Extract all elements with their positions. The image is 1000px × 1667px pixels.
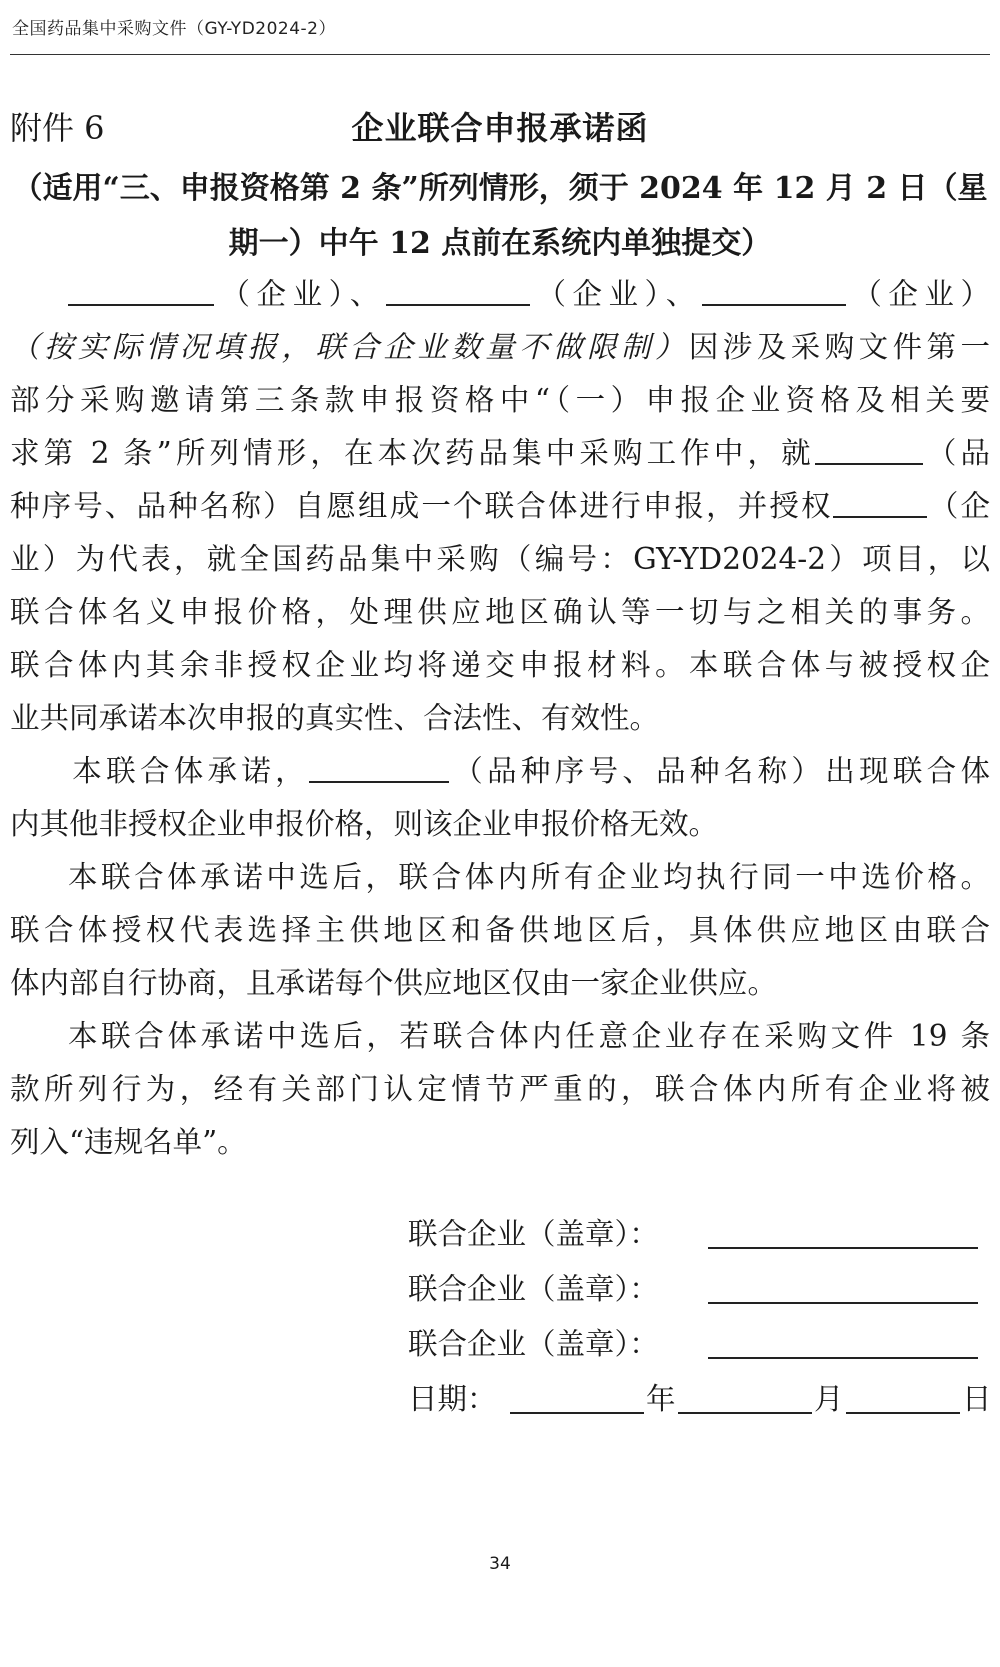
paragraph-1-line-4-suffix: （品 [922,436,990,470]
variety-blank-2[interactable] [309,755,449,783]
paragraph-2-line-1-text: 本联合体承诺， [68,754,309,788]
date-day-unit: 日 [962,1382,992,1416]
paragraph-1-line-2 [10,324,990,366]
date-month-unit: 月 [814,1382,844,1416]
paragraph-1-line-2-text: 因涉及采购文件第一 [688,330,990,364]
signature-label-3: 联合企业（盖章）： [408,1327,659,1361]
paragraph-4-line-3: 列入“违规名单”。 [10,1125,247,1159]
paragraph-1-line-4 [10,430,990,472]
paragraph-1-line-6: 业）为代表，就全国药品集中采购（编号：GY-YD2024-2）项目，以 [10,542,990,576]
company-suffix-2: （企业）、 [529,277,702,311]
paragraph-1-line-5 [10,483,990,525]
paragraph-3-line-1: 本联合体承诺中选后，联合体内所有企业均执行同一中选价格。 [68,860,990,894]
signature-line-3[interactable] [708,1357,978,1359]
date-year-line[interactable] [510,1412,644,1414]
document-header: 全国药品集中采购文件（GY-YD2024-2） [12,19,336,39]
paragraph-1-line-5-text: 种序号、品种名称）自愿组成一个联合体进行申报，并授权 [10,489,833,523]
paragraph-1-line-4-text: 求第 2 条”所列情形，在本次药品集中采购工作中，就 [10,436,815,470]
signature-line-2[interactable] [708,1302,978,1304]
signature-label-2: 联合企业（盖章）： [408,1272,659,1306]
paragraph-4-line-1: 本联合体承诺中选后，若联合体内任意企业存在采购文件 19 条 [68,1019,990,1053]
company-blank-2[interactable] [386,278,530,306]
paragraph-3-line-2: 联合体授权代表选择主供地区和备供地区后，具体供应地区由联合 [10,913,990,947]
date-day-line[interactable] [846,1412,960,1414]
header-divider [10,54,990,55]
date-label: 日期： [408,1382,497,1416]
page-title: 企业联合申报承诺函 [351,109,649,147]
subtitle-line-1: （适用“三、申报资格第 2 条”所列情形，须于 2024 年 12 月 2 日（星 [12,171,988,206]
company-suffix-3: （企业） [845,277,990,311]
company-blank-3[interactable] [702,278,846,306]
date-year-unit: 年 [646,1382,676,1416]
company-blank-1[interactable] [68,278,214,306]
paragraph-4-line-2: 款所列行为，经有关部门认定情节严重的，联合体内所有企业将被 [10,1072,990,1106]
signature-label-1: 联合企业（盖章）： [408,1217,659,1251]
subtitle-line-2: 期一）中午 12 点前在系统内单独提交） [228,226,772,261]
page-number: 34 [489,1554,511,1574]
paragraph-2-line-2: 内其他非授权企业申报价格，则该企业申报价格无效。 [10,807,719,841]
paragraph-2-line-1-suffix: （品种序号、品种名称）出现联合体 [449,754,990,788]
paragraph-1-line-3: 部分采购邀请第三条款申报资格中“（一）申报企业资格及相关要 [10,383,990,417]
paragraph-3-line-3: 体内部自行协商，且承诺每个供应地区仅由一家企业供应。 [10,966,778,1000]
variety-blank-1[interactable] [815,437,923,465]
signature-line-1[interactable] [708,1247,978,1249]
attachment-label: 附件 6 [10,109,105,147]
company-suffix-1: （企业）、 [214,277,386,311]
paragraph-2-line-1 [10,748,990,790]
paragraph-1-line-5-suffix: （企 [926,489,990,523]
paragraph-1-line-7: 联合体名义申报价格，处理供应地区确认等一切与之相关的事务。 [10,595,990,629]
fill-note: （按实际情况填报，联合企业数量不做限制） [10,330,689,364]
date-month-line[interactable] [678,1412,812,1414]
paragraph-1-line-1 [10,271,990,313]
paragraph-1-line-9: 业共同承诺本次申报的真实性、合法性、有效性。 [10,701,660,735]
authorized-company-blank[interactable] [833,490,927,518]
paragraph-1-line-8: 联合体内其余非授权企业均将递交申报材料。本联合体与被授权企 [10,648,990,682]
